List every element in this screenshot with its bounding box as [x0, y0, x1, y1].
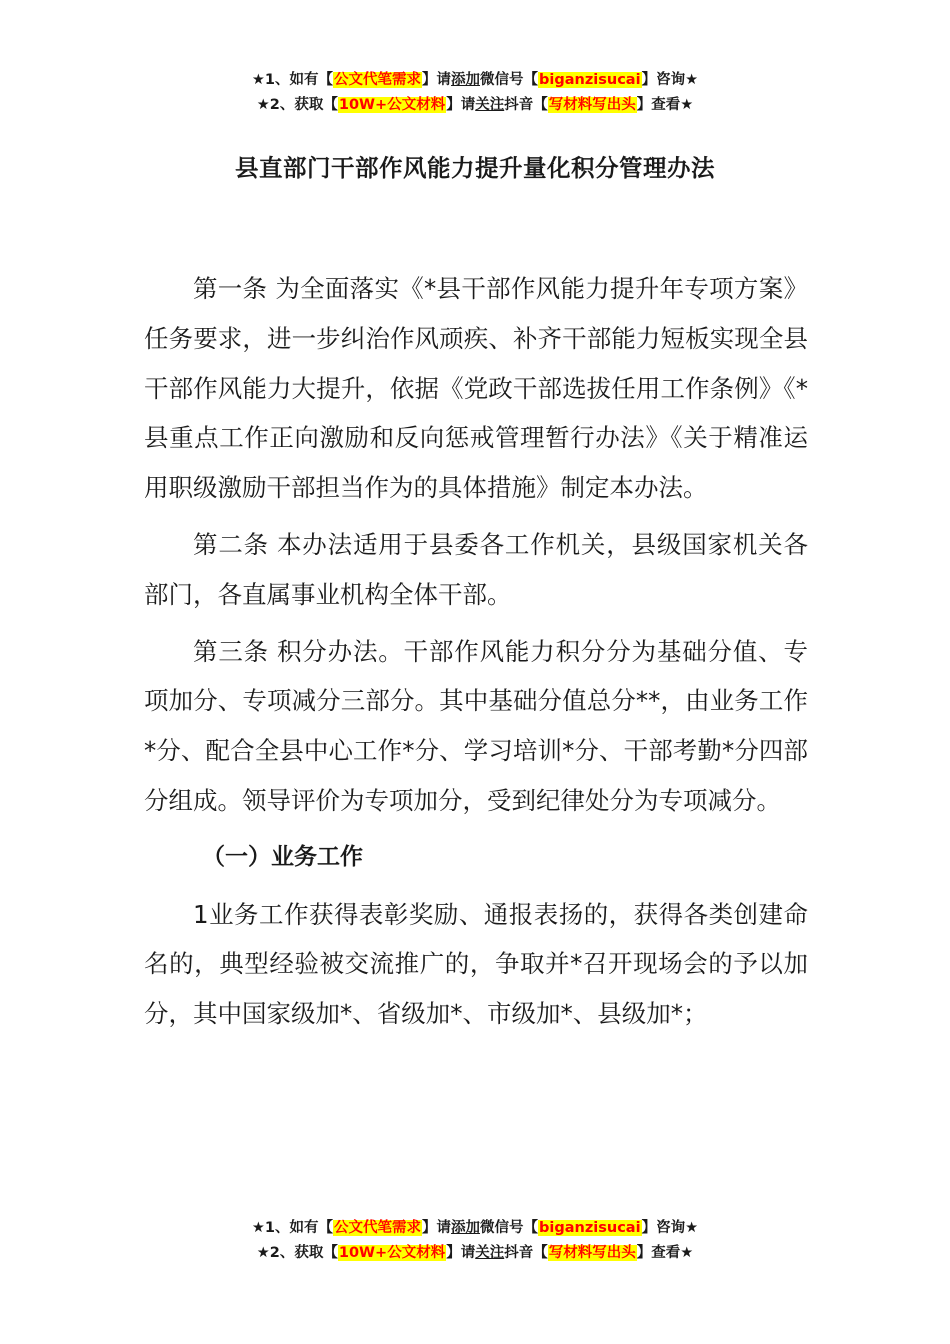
banner-text: ★1、如有【	[251, 1220, 334, 1236]
footer-banner	[0, 1216, 950, 1266]
banner-text: 抖音【	[504, 97, 548, 113]
banner-highlight: biganzisucai	[539, 1220, 641, 1236]
banner-line-2	[0, 93, 950, 118]
banner-highlight: 10W+公文材料	[338, 97, 446, 113]
section-heading: （一）业务工作	[202, 843, 363, 870]
banner-text: 】请	[446, 1245, 476, 1261]
banner-text: ★2、获取【	[256, 1245, 338, 1261]
banner-text: 抖音【	[504, 1245, 548, 1261]
banner-text: 】请	[422, 72, 452, 88]
banner-highlight: 10W+公文材料	[338, 1245, 446, 1261]
banner-line-1	[0, 68, 950, 93]
banner-text: 】查看★	[636, 97, 694, 113]
article-paragraph	[144, 520, 808, 620]
banner-underline: 关注	[475, 1245, 505, 1261]
item-paragraph: 1业务工作获得表彰奖励、通报表扬的，获得各类创建命名的，典型经验被交流推广的，争取并*召开现场会的予以加分，其中国家级加*、省级加*、市级加*、县级加*；	[144, 899, 808, 1029]
article-text: 本办法适用于县委各工作机关，县级国家机关各部门，各直属事业机构全体干部。	[144, 529, 809, 609]
article-paragraph	[144, 264, 808, 513]
banner-highlight: 公文代笔需求	[334, 1220, 422, 1236]
banner-text: 】查看★	[636, 1245, 694, 1261]
article-text: 为全面落实《*县干部作风能力提升年专项方案》任务要求，进一步纠治作风顽疾、补齐干部能力短板实现全县干部作风能力大提升，依据《党政干部选拔任用工作条例》《*县重点工作正向激励和反向惩戒管理暂行办法》《关于精准运用职级激励干部担当作为的具体措施》制定本办法。	[144, 274, 808, 503]
banner-text: 】咨询★	[641, 72, 699, 88]
banner-line-1	[0, 1216, 950, 1241]
banner-text: 】请	[422, 1220, 452, 1236]
document-body	[144, 264, 808, 1046]
article-number: 第二条	[193, 529, 269, 559]
article-paragraph	[144, 627, 808, 826]
article-text: 积分办法。干部作风能力积分分为基础分值、专项加分、专项减分三部分。其中基础分值总分**，由业务工作*分、配合全县中心工作*分、学习培训*分、干部考勤*分四部分组成。领导评价为专项加分，受到纪律处分为专项减分。	[144, 636, 809, 815]
banner-underline: 关注	[475, 97, 505, 113]
banner-highlight: 写材料写出头	[548, 97, 636, 113]
banner-text: 】咨询★	[641, 1220, 699, 1236]
banner-underline: 添加	[451, 1220, 481, 1236]
document-title: 县直部门干部作风能力提升量化积分管理办法	[235, 154, 715, 182]
banner-text: 微信号【	[480, 1220, 539, 1236]
banner-text: ★1、如有【	[251, 72, 334, 88]
banner-text: 微信号【	[480, 72, 539, 88]
article-number: 第一条	[193, 274, 268, 303]
banner-highlight: 写材料写出头	[548, 1245, 636, 1261]
banner-underline: 添加	[451, 72, 481, 88]
banner-highlight: biganzisucai	[539, 72, 641, 88]
banner-line-2	[0, 1241, 950, 1266]
article-number: 第三条	[193, 636, 269, 666]
header-banner	[0, 68, 950, 118]
banner-highlight: 公文代笔需求	[334, 72, 422, 88]
banner-text: 】请	[446, 97, 476, 113]
banner-text: ★2、获取【	[256, 97, 338, 113]
